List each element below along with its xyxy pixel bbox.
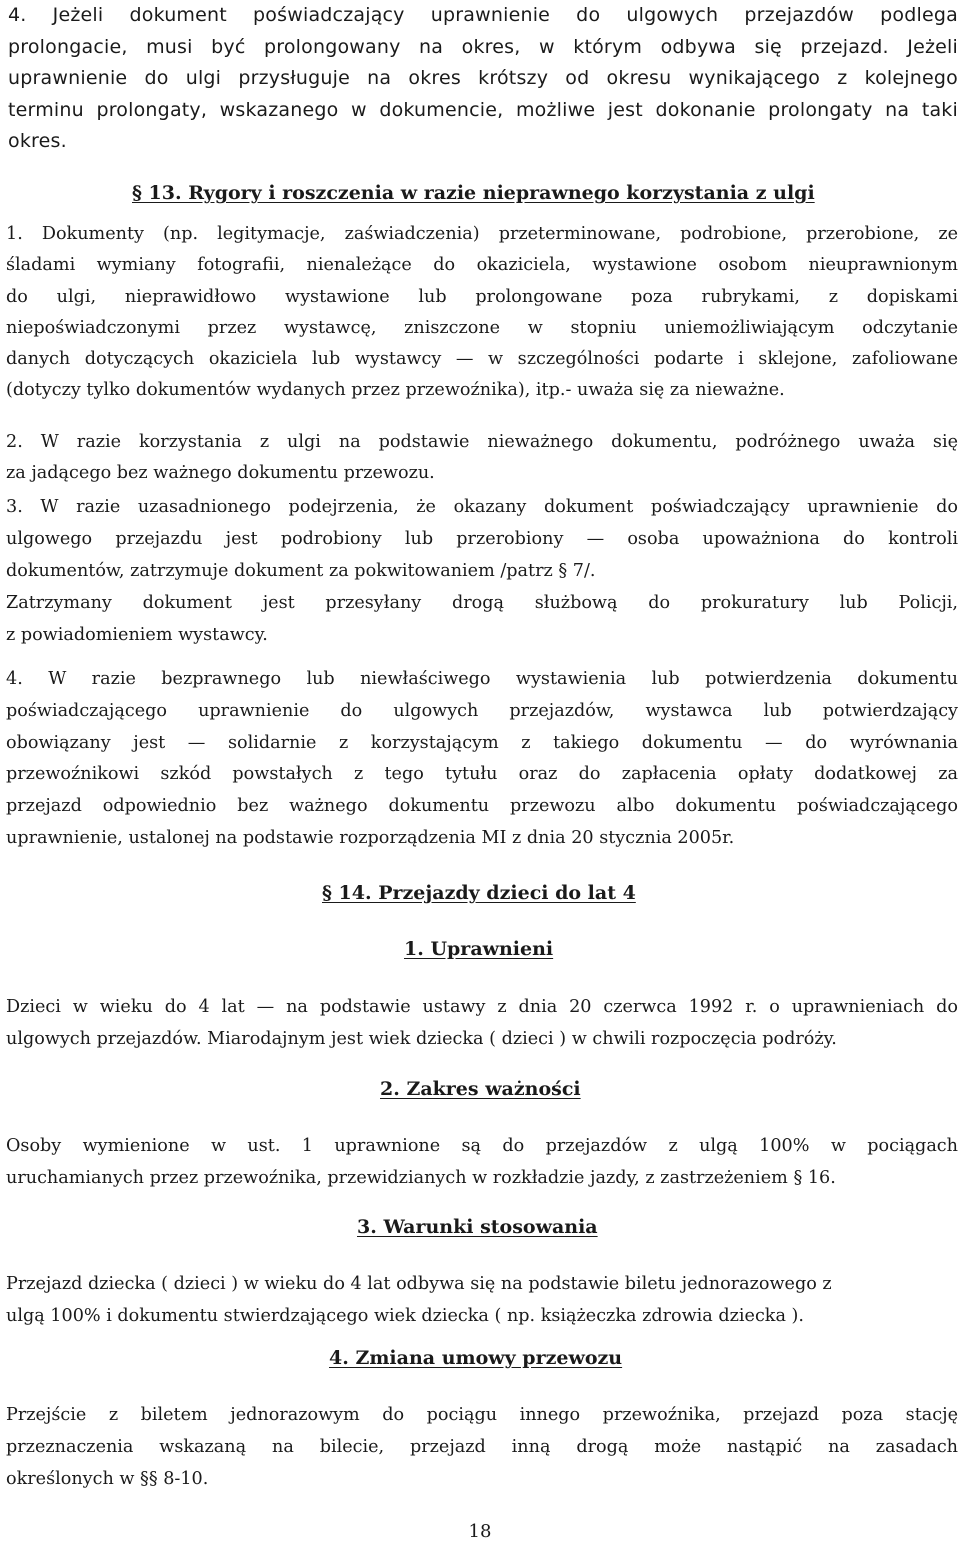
text-line: dokumentów, zatrzymuje dokument za pokwitowaniem /patrz § 7/. [6,561,596,581]
subsection-2-heading: 2. Zakres ważności [380,1078,581,1100]
text-line: przeznaczenia wskazaną na bilecie, przejazd inną drogą może nastąpić na zasadach [6,1437,958,1457]
section-13-paragraph-3 [6,491,958,651]
text-line: Zatrzymany dokument jest przesyłany drogą służbową do prokuratury lub Policji, [6,593,958,613]
text-line: Przejazd dziecka ( dzieci ) w wieku do 4 lat odbywa się na podstawie biletu jednorazowego z [6,1274,832,1294]
text-line: uruchamianych przez przewoźnika, przewidzianych w rozkładzie jazdy, z zastrzeżeniem § 16. [6,1168,836,1188]
text-line: (dotyczy tylko dokumentów wydanych przez przewoźnika), itp.- uważa się za nieważne. [6,380,785,401]
subsection-3-heading: 3. Warunki stosowania [357,1216,598,1238]
text-line: ulgowego przejazdu jest podrobiony lub przerobiony — osoba upoważniona do kontroli [6,529,958,549]
text-line: śladami wymiany fotografii, nienależące do okaziciela, wystawione osobom nieuprawnionym [6,255,958,276]
text-line: przewoźnikowi szkód powstałych z tego tytułu oraz do zapłacenia opłaty dodatkowej za [6,764,958,785]
text-line: 4. Jeżeli dokument poświadczający uprawnienie do ulgowych przejazdów podlega [8,4,958,26]
text-line: do ulgi, nieprawidłowo wystawione lub prolongowane poza rubrykami, z dopiskami [6,286,958,307]
text-line: uprawnienie do ulgi przysługuje na okres krótszy od okresu wynikającego z kolejnego [8,67,958,89]
paragraph-prolongation [8,0,958,158]
text-line: przejazd odpowiednio bez ważnego dokumentu przewozu albo dokumentu poświadczającego [6,796,958,817]
text-line: Osoby wymienione w ust. 1 uprawnione są do przejazdów z ulgą 100% w pociągach [6,1136,958,1156]
text-line: okres. [8,130,67,152]
section-13-paragraph-1 [6,219,958,407]
text-line: obowiązany jest — solidarnie z korzystającym z takiego dokumentu — do wyrównania [6,732,958,753]
text-line: terminu prolongaty, wskazanego w dokumencie, możliwe jest dokonanie prolongaty na taki [8,98,958,121]
text-line: za jadącego bez ważnego dokumentu przewozu. [6,463,435,484]
subsection-2-text [6,1130,958,1194]
text-line: Przejście z biletem jednorazowym do pociągu innego przewoźnika, przejazd poza stację [6,1405,958,1425]
text-line: prolongacie, musi być prolongowany na okres, w którym odbywa się przejazd. Jeżeli [8,35,958,58]
text-line: z powiadomieniem wystawcy. [6,625,268,645]
subsection-4-text [6,1399,958,1495]
text-line: 3. W razie uzasadnionego podejrzenia, że okazany dokument poświadczający uprawnienie do [6,497,958,517]
section-14-heading: § 14. Przejazdy dzieci do lat 4 [322,882,636,904]
text-line: ulgowych przejazdów. Miarodajnym jest wiek dziecka ( dzieci ) w chwili rozpoczęcia podróży. [6,1029,837,1049]
section-13-paragraph-4 [6,664,958,855]
section-13-heading: § 13. Rygory i roszczenia w razie nieprawnego korzystania z ulgi [132,182,815,204]
text-line: 2. W razie korzystania z ulgi na podstawie nieważnego dokumentu, podróżnego uważa się [6,432,958,452]
text-line: Dzieci w wieku do 4 lat — na podstawie ustawy z dnia 20 czerwca 1992 r. o uprawnieniach do [6,997,958,1017]
text-line: niepoświadczonymi przez wystawcę, zniszczone w stopniu uniemożliwiającym odczytanie [6,317,958,338]
text-line: uprawnienie, ustalonej na podstawie rozporządzenia MI z dnia 20 stycznia 2005r. [6,827,735,848]
subsection-1-text [6,991,958,1055]
text-line: poświadczającego uprawnienie do ulgowych przejazdów, wystawca lub potwierdzający [6,700,958,721]
section-13-paragraph-2 [6,427,958,490]
subsection-1-heading: 1. Uprawnieni [404,938,554,960]
text-line: ulgą 100% i dokumentu stwierdzającego wiek dziecka ( np. książeczka zdrowia dziecka ). [6,1306,804,1326]
text-line: 1. Dokumenty (np. legitymacje, zaświadczenia) przeterminowane, podrobione, przerobione, ze [6,224,958,244]
text-line: określonych w §§ 8-10. [6,1469,209,1489]
subsection-3-text [6,1268,958,1332]
page-number: 18 [468,1521,492,1542]
text-line: 4. W razie bezprawnego lub niewłaściwego wystawienia lub potwierdzenia dokumentu [6,669,958,689]
subsection-4-heading: 4. Zmiana umowy przewozu [329,1347,623,1369]
text-line: danych dotyczących okaziciela lub wystawcy — w szczególności podarte i sklejone, zafoliowane [6,349,958,370]
